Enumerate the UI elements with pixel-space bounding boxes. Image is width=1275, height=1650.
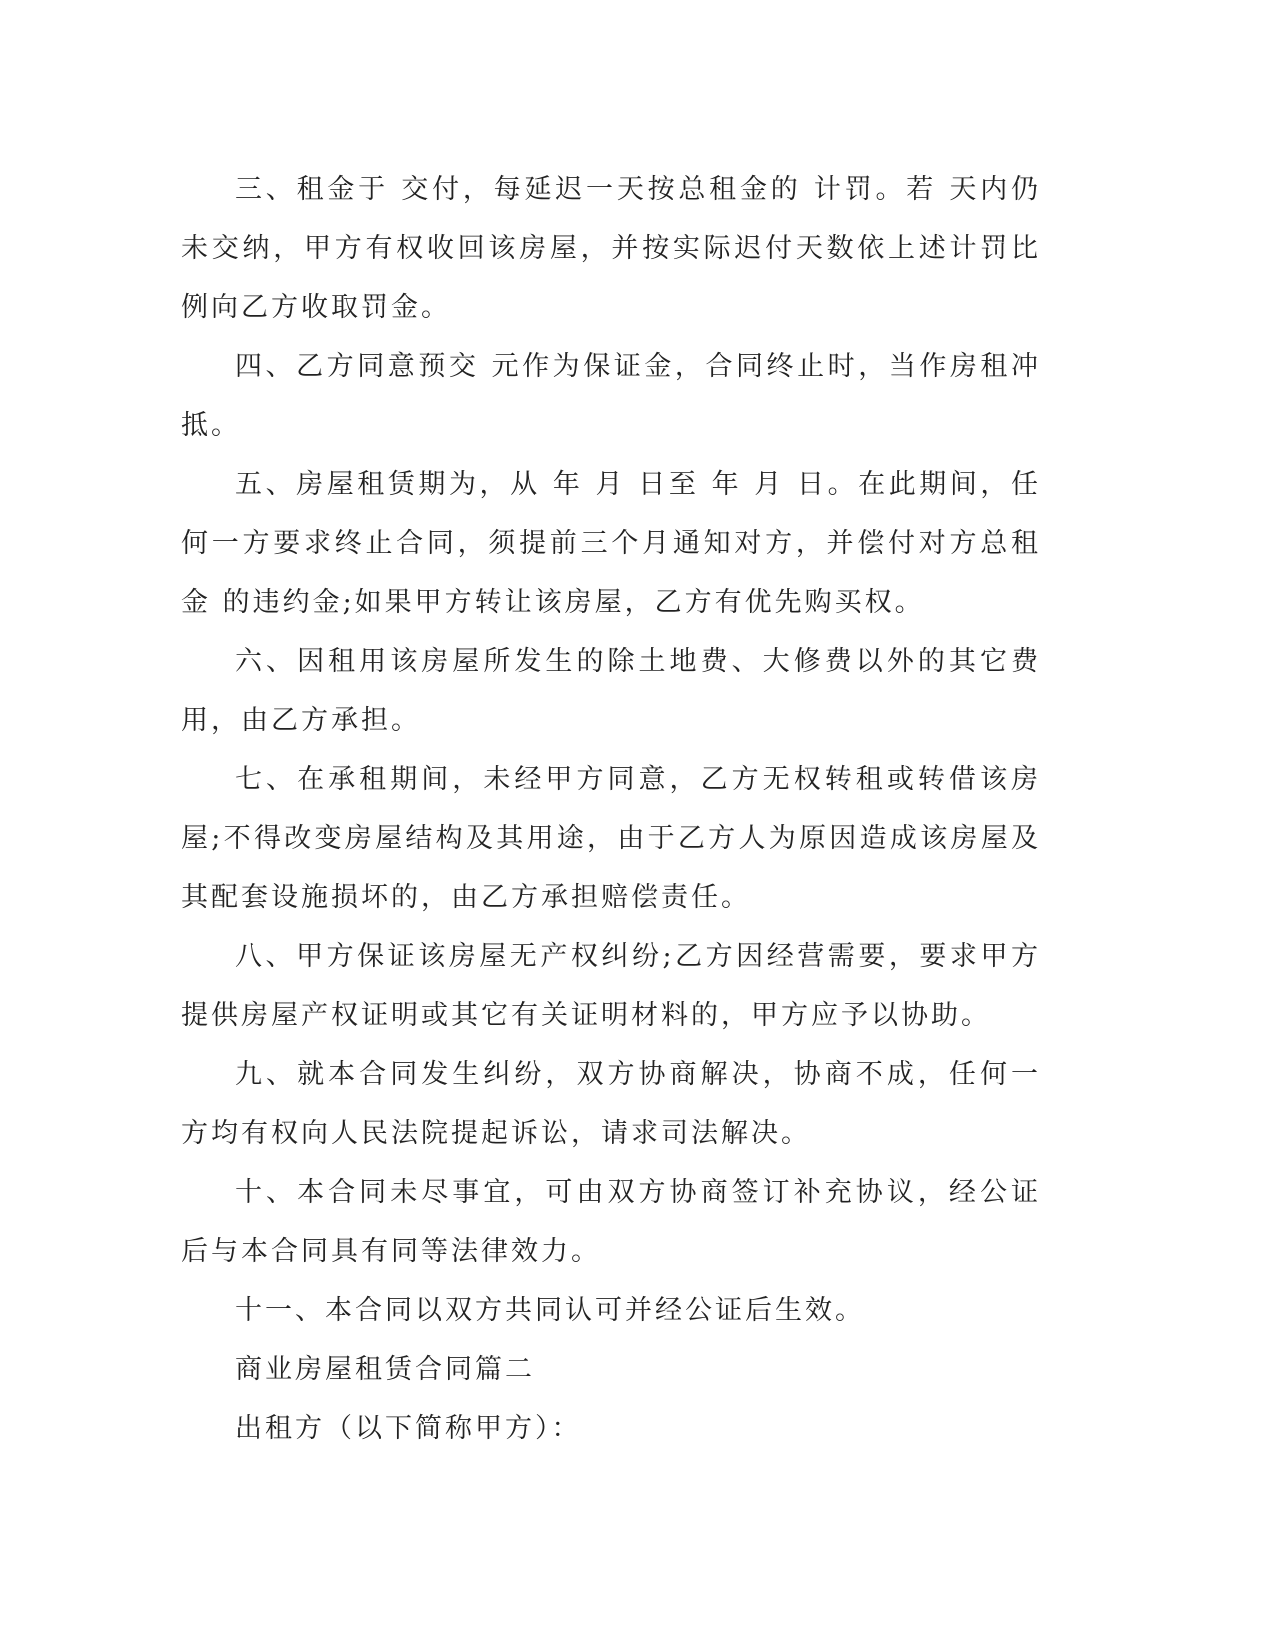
clause-6: 六、因租用该房屋所发生的除土地费、大修费以外的其它费用，由乙方承担。 bbox=[181, 646, 1041, 736]
clause-10: 十、本合同未尽事宜，可由双方协商签订补充协议，经公证后与本合同具有同等法律效力。 bbox=[181, 1177, 1041, 1267]
clause-11: 十一、本合同以双方共同认可并经公证后生效。 bbox=[235, 1295, 865, 1326]
clause-3: 三、租金于 交付，每延迟一天按总租金的 计罚。若 天内仍未交纳，甲方有权收回该房屋，并按实际迟付天数依上述计罚比例向乙方收取罚金。 bbox=[181, 174, 1041, 323]
clause-5: 五、房屋租赁期为，从 年 月 日至 年 月 日。在此期间，任何一方要求终止合同，须提前三个月通知对方，并偿付对方总租金 的违约金;如果甲方转让该房屋，乙方有优先购买权。 bbox=[181, 469, 1041, 618]
clause-8: 八、甲方保证该房屋无产权纠纷;乙方因经营需要，要求甲方提供房屋产权证明或其它有关证明材料的，甲方应予以协助。 bbox=[181, 941, 1041, 1031]
clause-4: 四、乙方同意预交 元作为保证金，合同终止时，当作房租冲抵。 bbox=[181, 351, 1041, 441]
clause-9: 九、就本合同发生纠纷，双方协商解决，协商不成，任何一方均有权向人民法院提起诉讼，请求司法解决。 bbox=[181, 1059, 1041, 1149]
clause-7: 七、在承租期间，未经甲方同意，乙方无权转租或转借该房屋;不得改变房屋结构及其用途，由于乙方人为原因造成该房屋及其配套设施损坏的，由乙方承担赔偿责任。 bbox=[181, 764, 1041, 913]
document-body bbox=[181, 160, 1041, 1458]
lessor-line: 出租方（以下简称甲方）： bbox=[235, 1413, 582, 1444]
section-title: 商业房屋租赁合同篇二 bbox=[235, 1354, 535, 1385]
